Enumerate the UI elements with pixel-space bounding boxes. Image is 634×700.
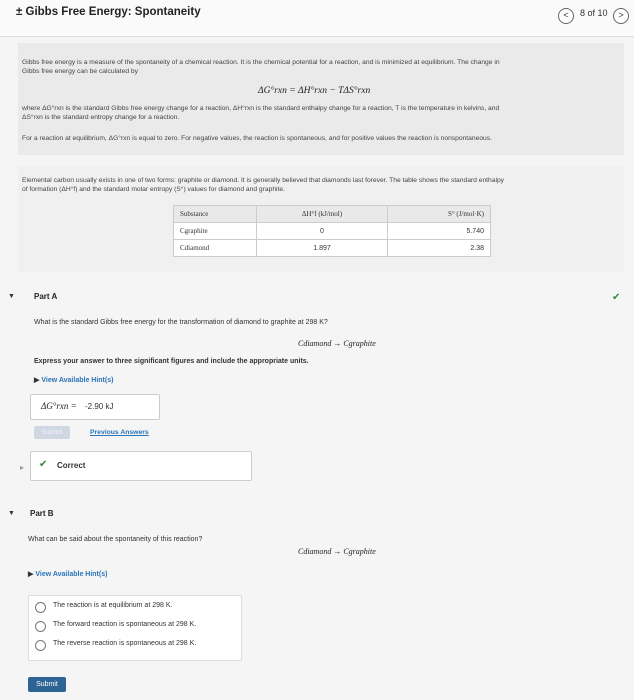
- part-a-instruction: Express your answer to three significant figures and include the appropriate units.: [34, 358, 309, 365]
- collapse-part-a-icon[interactable]: ▼: [8, 293, 15, 300]
- intro-text-line2: Gibbs free energy can be calculated by: [22, 68, 138, 75]
- answer-label: ΔG°rxn =: [41, 401, 77, 411]
- context-text-line1: Elemental carbon usually exists in one of two forms: graphite or diamond. It is generally believed that diamonds last forever. The table shows the standard enthalpy: [22, 177, 505, 184]
- part-b-question: What can be said about the spontaneity of this reaction?: [28, 536, 203, 543]
- table-row: [174, 223, 491, 240]
- table-cell: 2.38: [388, 240, 491, 257]
- part-a-feedback: [30, 451, 252, 481]
- equilibrium-text: For a reaction at equilibrium, ΔG°rxn is equal to zero. For negative values, the reaction is spontaneous, and for positive values the reaction is nonspontaneous.: [22, 135, 492, 142]
- answer-value: -2.90 kJ: [85, 402, 114, 411]
- table-cell: 5.740: [388, 223, 491, 240]
- table-cell: 0: [257, 223, 388, 240]
- table-header-row: [174, 206, 491, 223]
- where-text-line1: where ΔG°rxn is the standard Gibbs free energy change for a reaction, ΔH°rxn is the standard enthalpy change for a reaction, T is the temperature in kelvins, and: [22, 105, 500, 112]
- feedback-toggle-icon[interactable]: ▸: [20, 463, 25, 472]
- part-b-reaction: Cdiamond → Cgraphite: [298, 547, 376, 556]
- intro-text-line1: Gibbs free energy is a measure of the spontaneity of a chemical reaction. It is the chemical potential for a reaction, and is minimized at equilibrium. The change in: [22, 59, 500, 66]
- expand-hints-icon: ▶: [34, 377, 40, 384]
- next-icon[interactable]: >: [613, 8, 629, 24]
- option-radio[interactable]: [35, 640, 46, 651]
- option-radio[interactable]: [35, 602, 46, 613]
- part-a-submit-button[interactable]: Submit: [34, 426, 70, 439]
- correct-check-icon: ✔: [39, 459, 48, 470]
- context-text-line2: of formation (ΔH°f) and the standard molar entropy (S°) values for diamond and graphite.: [22, 186, 285, 193]
- part-a-question: What is the standard Gibbs free energy for the transformation of diamond to graphite at 298 K?: [34, 319, 328, 326]
- part-a-check-icon: ✔: [612, 292, 621, 303]
- thermo-table: [173, 205, 491, 257]
- option-label: The reverse reaction is spontaneous at 298 K.: [53, 640, 197, 647]
- part-a-reaction: Cdiamond → Cgraphite: [298, 339, 376, 348]
- table-header: ΔH°f (kJ/mol): [257, 206, 388, 223]
- gibbs-equation: ΔG°rxn = ΔH°rxn − TΔS°rxn: [258, 86, 371, 96]
- page-title: ± Gibbs Free Energy: Spontaneity: [16, 6, 201, 18]
- top-bar: [0, 0, 634, 37]
- table-header: S° (J/mol·K): [388, 206, 491, 223]
- table-cell: Cdiamond: [174, 240, 257, 257]
- expand-hints-icon: ▶: [28, 571, 34, 578]
- table-row: [174, 240, 491, 257]
- part-a-label: Part A: [34, 292, 58, 301]
- option-label: The forward reaction is spontaneous at 298 K.: [53, 621, 197, 628]
- option-radio[interactable]: [35, 621, 46, 632]
- table-cell: 1.897: [257, 240, 388, 257]
- part-a-answer-box[interactable]: [30, 394, 160, 420]
- part-a-hints-link[interactable]: ▶ View Available Hint(s): [34, 377, 114, 384]
- table-cell: Cgraphite: [174, 223, 257, 240]
- table-header: Substance: [174, 206, 257, 223]
- previous-answers-link[interactable]: Previous Answers: [90, 429, 149, 436]
- option-label: The reaction is at equilibrium at 298 K.: [53, 602, 173, 609]
- part-b-hints-link[interactable]: ▶ View Available Hint(s): [28, 571, 108, 578]
- correct-label: Correct: [57, 461, 86, 470]
- where-text-line2: ΔS°rxn is the standard entropy change for a reaction.: [22, 114, 180, 121]
- prev-icon[interactable]: <: [558, 8, 574, 24]
- part-b-label: Part B: [30, 509, 54, 518]
- part-b-options: [28, 595, 242, 661]
- part-b-submit-button[interactable]: Submit: [28, 677, 66, 692]
- collapse-part-b-icon[interactable]: ▼: [8, 510, 15, 517]
- page-counter: 8 of 10: [580, 8, 608, 18]
